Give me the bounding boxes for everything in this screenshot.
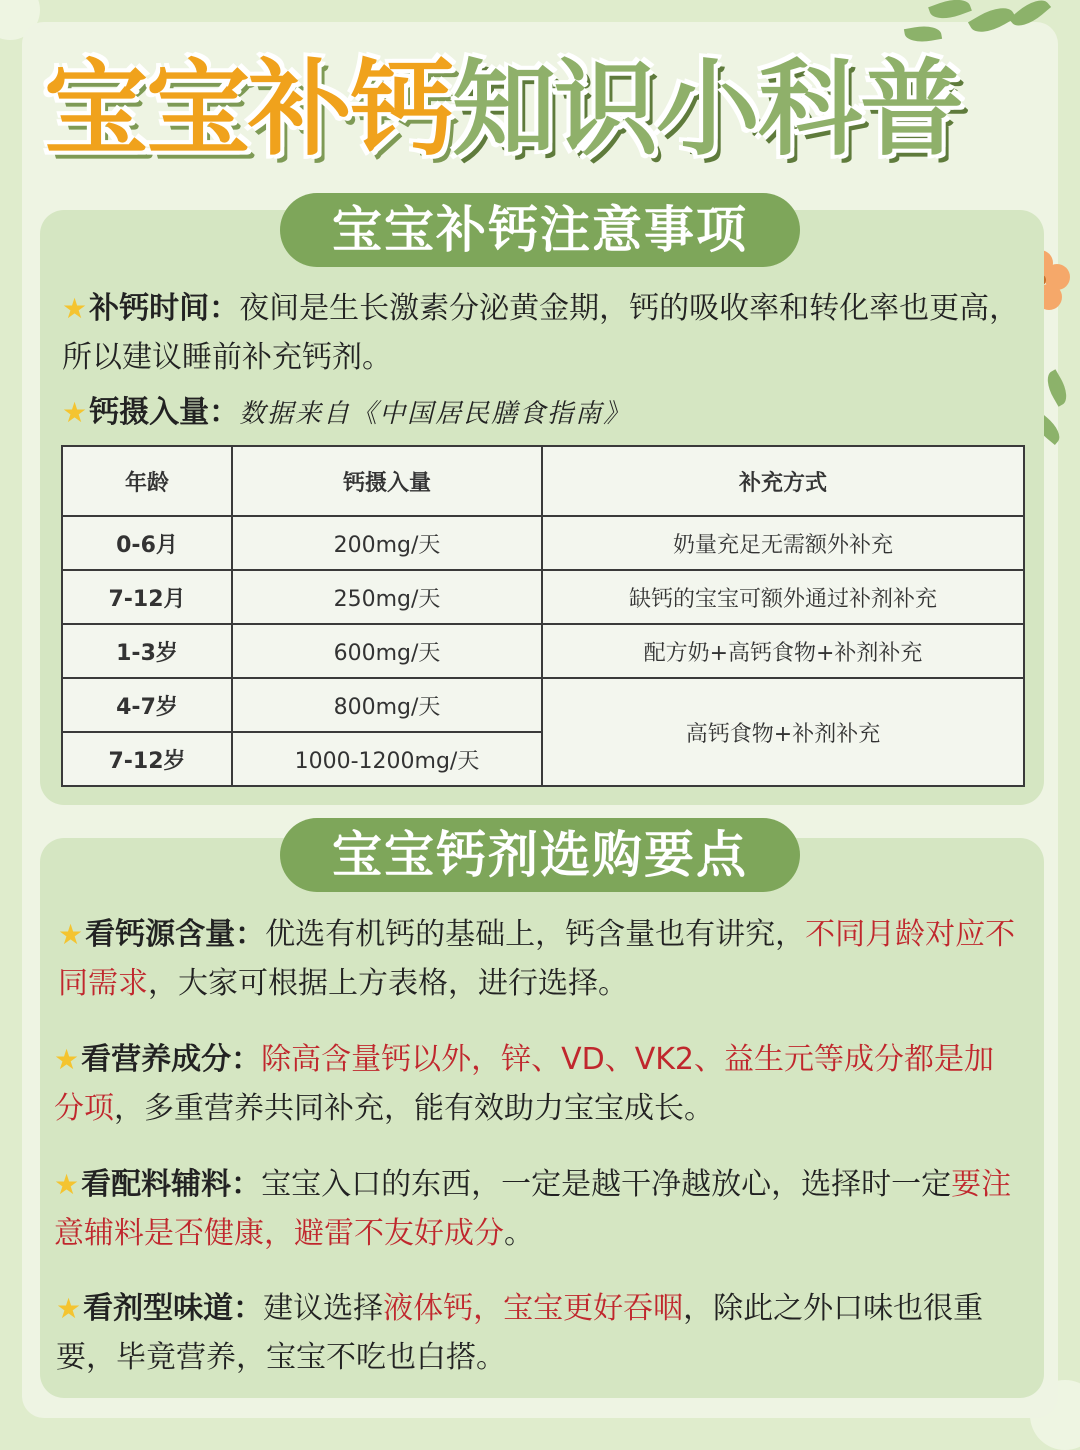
highlight-text: 液体钙，宝宝更好吞咽 bbox=[383, 1291, 684, 1326]
star-icon: ★ bbox=[54, 1043, 80, 1076]
page-title bbox=[44, 44, 1044, 174]
tip-ingredients bbox=[54, 1160, 1020, 1258]
item-text: ，除此之外口味也很重要，毕竟营养，宝宝不吃也白搭。 bbox=[56, 1291, 984, 1375]
star-icon: ★ bbox=[62, 292, 88, 325]
title-part-green: 知识小科普 bbox=[452, 48, 963, 170]
item-label: 看剂型味道： bbox=[83, 1291, 264, 1326]
highlight-text: 除高含量钙以外，锌、VD、VK2、益生元等成分都是加分项 bbox=[54, 1042, 995, 1126]
table-header-cell: 年龄 bbox=[62, 446, 232, 516]
table-row bbox=[62, 678, 1024, 732]
item-label: 看营养成分： bbox=[81, 1042, 262, 1077]
table-header-cell: 钙摄入量 bbox=[232, 446, 542, 516]
highlight-text: 不同月龄对应不同需求 bbox=[58, 917, 1016, 1001]
table-row bbox=[62, 624, 1024, 678]
amount-cell: 250mg/天 bbox=[232, 570, 542, 624]
section-heading: 宝宝钙剂选购要点 bbox=[280, 818, 800, 892]
amount-cell: 800mg/天 bbox=[232, 678, 542, 732]
item-label: 看钙源含量： bbox=[85, 917, 266, 952]
table-row bbox=[62, 570, 1024, 624]
age-cell: 1-3岁 bbox=[62, 624, 232, 678]
amount-cell: 600mg/天 bbox=[232, 624, 542, 678]
item-text: ，多重营养共同补充，能有效助力宝宝成长。 bbox=[114, 1091, 714, 1126]
age-cell: 4-7岁 bbox=[62, 678, 232, 732]
tip-nutrients bbox=[54, 1035, 1020, 1133]
age-cell: 0-6月 bbox=[62, 516, 232, 570]
item-label: 补钙时间： bbox=[89, 291, 240, 326]
table-header-cell: 补充方式 bbox=[542, 446, 1024, 516]
calcium-intake-table bbox=[61, 445, 1025, 787]
data-source-note: 数据来自《中国居民膳食指南》 bbox=[239, 399, 632, 429]
item-text: 优选有机钙的基础上，钙含量也有讲究， bbox=[265, 917, 806, 952]
calcium-timing-paragraph bbox=[62, 284, 1022, 382]
leaf-decoration bbox=[928, 0, 972, 24]
table-header-row bbox=[62, 446, 1024, 516]
calcium-intake-paragraph bbox=[62, 388, 1022, 439]
star-icon: ★ bbox=[56, 1292, 82, 1325]
method-cell: 高钙食物+补剂补充 bbox=[542, 678, 1024, 786]
tip-calcium-source bbox=[58, 910, 1020, 1008]
method-cell: 配方奶+高钙食物+补剂补充 bbox=[542, 624, 1024, 678]
age-cell: 7-12月 bbox=[62, 570, 232, 624]
item-text: 。 bbox=[504, 1216, 534, 1251]
item-label: 看配料辅料： bbox=[81, 1167, 262, 1202]
method-cell: 奶量充足无需额外补充 bbox=[542, 516, 1024, 570]
method-cell: 缺钙的宝宝可额外通过补剂补充 bbox=[542, 570, 1024, 624]
item-text: 建议选择 bbox=[263, 1291, 384, 1326]
item-text: 宝宝入口的东西，一定是越干净越放心，选择时一定 bbox=[261, 1167, 952, 1202]
item-text: 夜间是生长激素分泌黄金期，钙的吸收率和转化率也更高，所以建议睡前补充钙剂。 bbox=[62, 291, 1020, 375]
item-label: 钙摄入量： bbox=[89, 395, 240, 430]
item-text: ，大家可根据上方表格，进行选择。 bbox=[148, 966, 628, 1001]
table-row bbox=[62, 516, 1024, 570]
amount-cell: 1000-1200mg/天 bbox=[232, 732, 542, 786]
star-icon: ★ bbox=[54, 1168, 80, 1201]
highlight-text: 要注意辅料是否健康，避雷不友好成分 bbox=[54, 1167, 1012, 1251]
amount-cell: 200mg/天 bbox=[232, 516, 542, 570]
star-icon: ★ bbox=[58, 918, 84, 951]
tip-dosage-form bbox=[56, 1284, 1020, 1382]
section-heading: 宝宝补钙注意事项 bbox=[280, 193, 800, 267]
star-icon: ★ bbox=[62, 396, 88, 429]
age-cell: 7-12岁 bbox=[62, 732, 232, 786]
title-part-orange: 宝宝补钙 bbox=[44, 48, 453, 170]
